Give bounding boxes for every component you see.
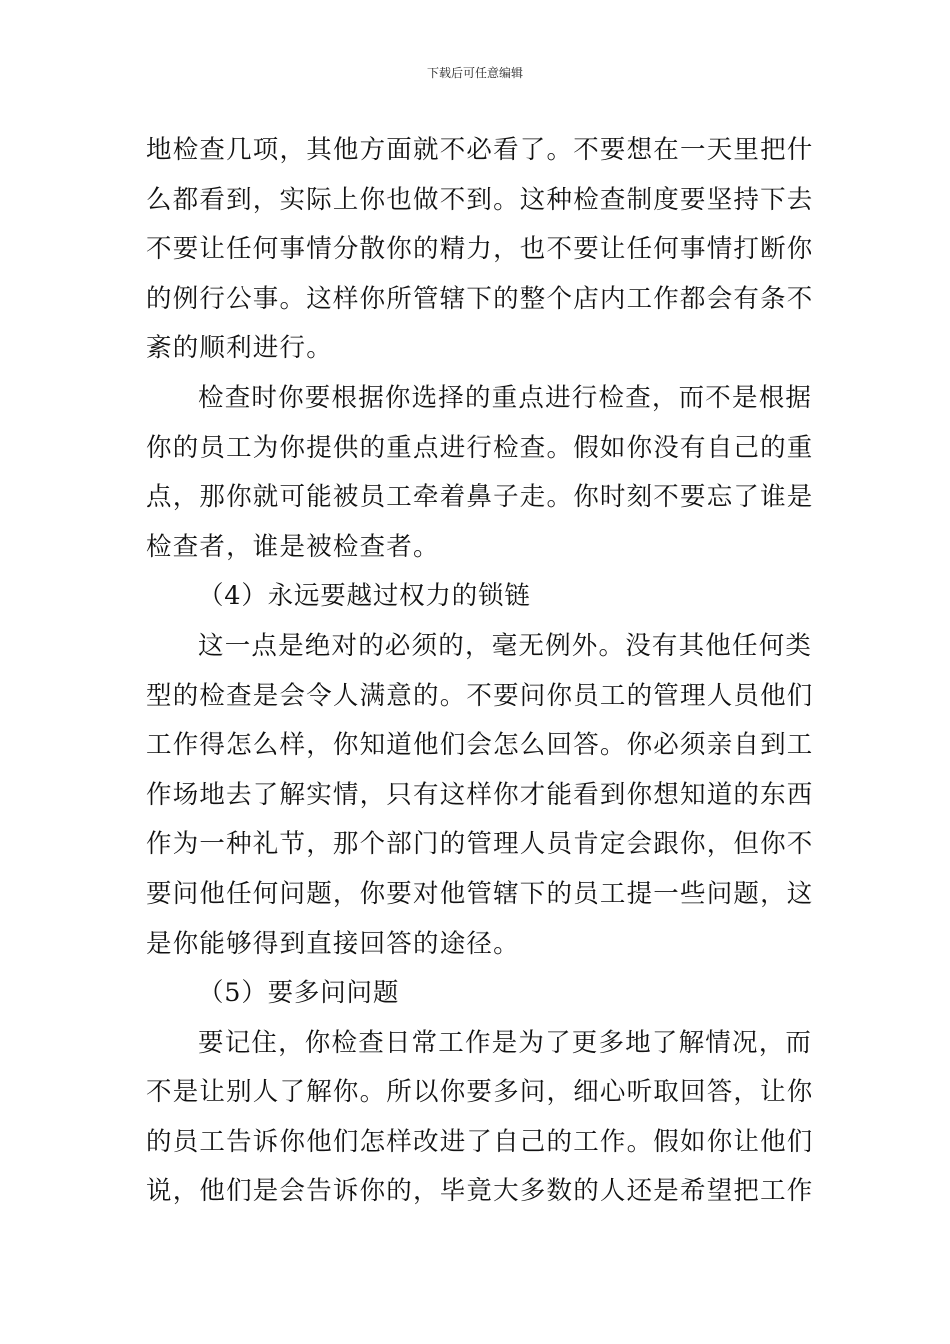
- text-line: 检查者，谁是被检查者。: [146, 531, 440, 562]
- text-line: 要问他任何问题，你要对他管辖下的员工提一些问题，这: [146, 878, 814, 909]
- text-line: 你的员工为你提供的重点进行检查。假如你没有自己的重: [146, 432, 814, 463]
- page-header-note: 下载后可任意编辑: [426, 66, 523, 80]
- text-line: 作场地去了解实情，只有这样你才能看到你想知道的东西: [146, 779, 814, 810]
- text-line: 工作得怎么样，你知道他们会怎么回答。你必须亲自到工: [146, 730, 814, 761]
- text-line: 地检查几项，其他方面就不必看了。不要想在一天里把什: [146, 135, 814, 165]
- text-line: 是你能够得到直接回答的途径。: [146, 928, 520, 959]
- text-line: 的员工告诉你他们怎样改进了自己的工作。假如你让他们: [146, 1126, 814, 1157]
- paragraph-first-line: 要记住，你检查日常工作是为了更多地了解情况，而: [198, 1027, 813, 1058]
- text-line: 紊的顺利进行。: [146, 333, 333, 364]
- text-line: 么都看到，实际上你也做不到。这种检查制度要坚持下去: [146, 184, 814, 215]
- text-line: 的例行公事。这样你所管辖下的整个店内工作都会有条不: [146, 283, 814, 314]
- text-line: 型的检查是会令人满意的。不要问你员工的管理人员他们: [146, 680, 814, 711]
- document-body: [146, 126, 826, 1217]
- section-heading-5: （5）要多问问题: [198, 978, 400, 1009]
- paragraph-first-line: 检查时你要根据你选择的重点进行检查，而不是根据: [198, 382, 813, 413]
- text-line: 不是让别人了解你。所以你要多问，细心听取回答，让你: [146, 1077, 814, 1108]
- text-line: 点，那你就可能被员工牵着鼻子走。你时刻不要忘了谁是: [146, 482, 814, 513]
- section-heading-4: （4）永远要越过权力的锁链: [198, 581, 531, 612]
- paragraph-first-line: 这一点是绝对的必须的，毫无例外。没有其他任何类: [198, 630, 813, 661]
- text-line: 作为一种礼节，那个部门的管理人员肯定会跟你，但你不: [146, 829, 814, 860]
- text-line: 说，他们是会告诉你的，毕竟大多数的人还是希望把工作: [146, 1176, 814, 1207]
- text-line: 不要让任何事情分散你的精力，也不要让任何事情打断你: [146, 234, 814, 265]
